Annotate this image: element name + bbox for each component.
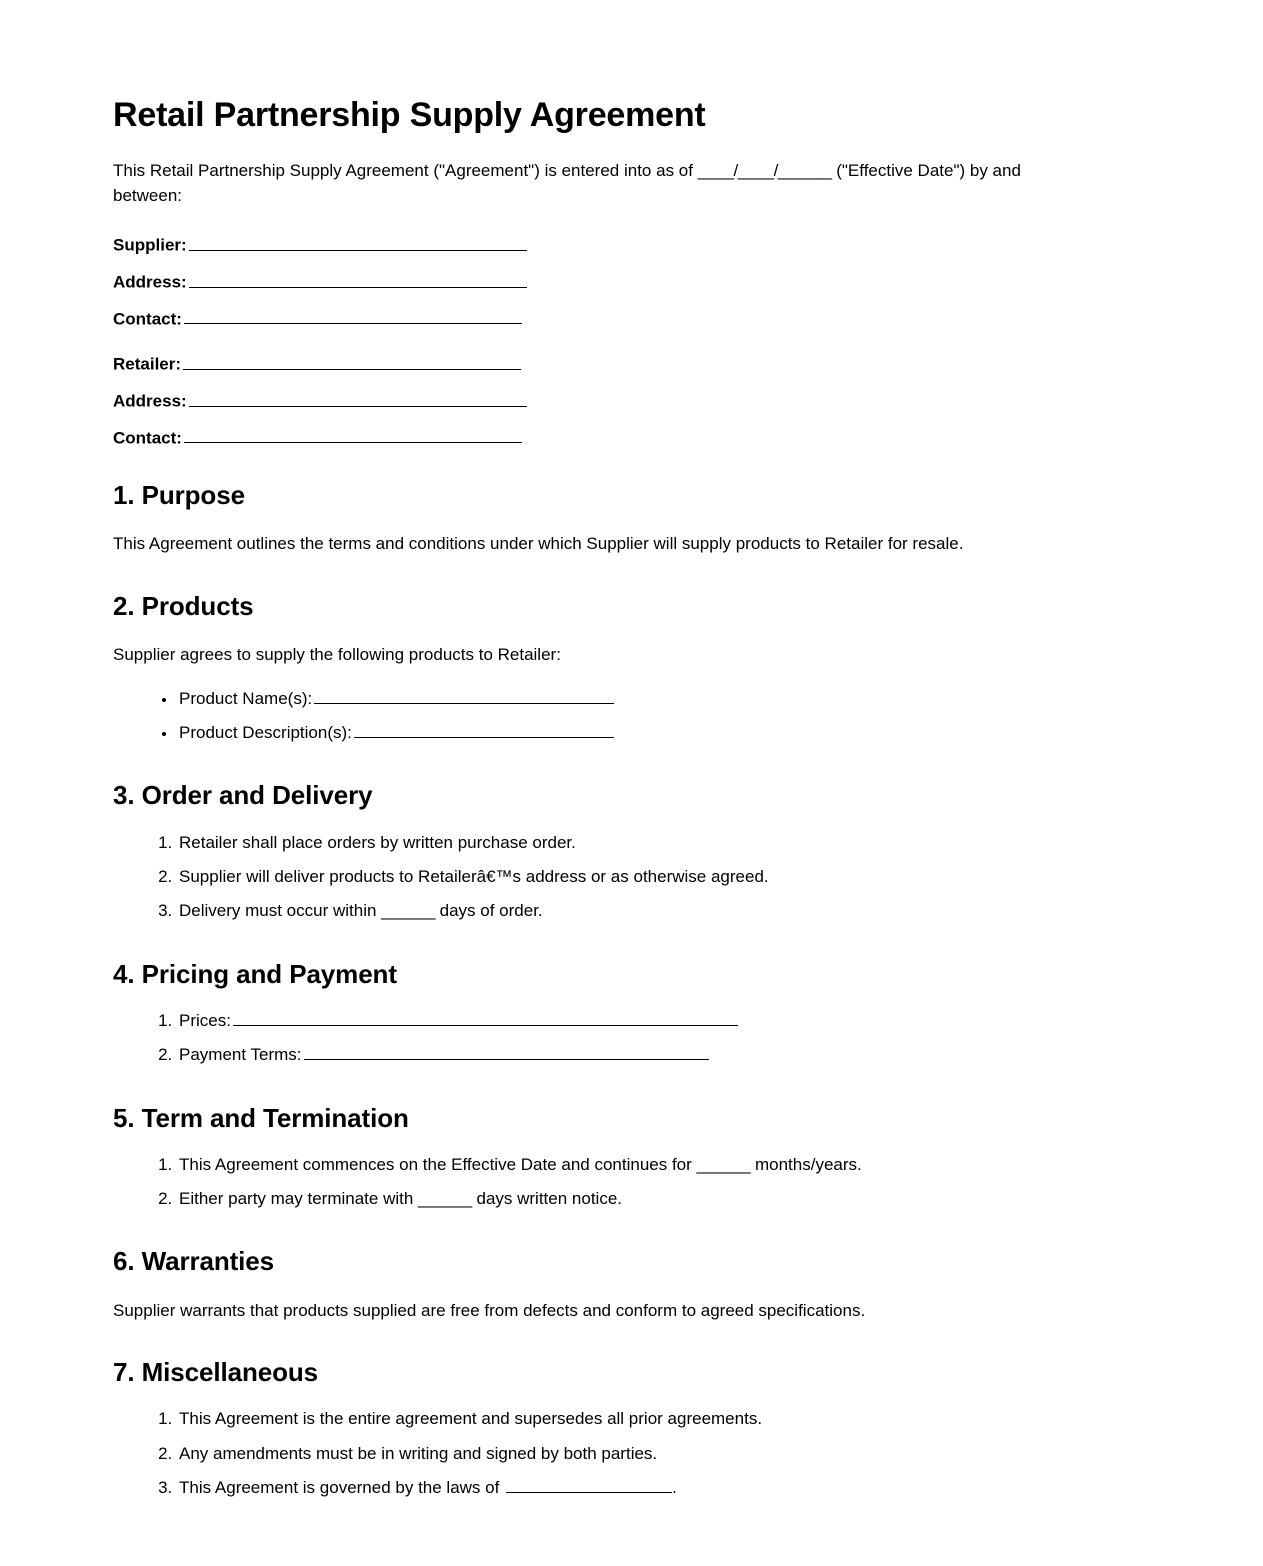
retailer-contact-line [113, 427, 1048, 447]
supplier-name-line [113, 234, 1048, 254]
product-name-input[interactable] [314, 687, 614, 704]
retailer-name-input[interactable] [183, 353, 521, 370]
retailer-name-line [113, 353, 1048, 373]
retailer-contact-input[interactable] [184, 427, 522, 444]
list-item [177, 720, 1048, 746]
retailer-label: Retailer: [113, 354, 182, 374]
list-item: 2. Any amendments must be in writing and signed by both parties. [177, 1441, 1048, 1467]
supplier-party-block [113, 234, 1048, 327]
termination-notice-after: days written notice. [471, 1189, 623, 1209]
prices-input[interactable] [233, 1009, 738, 1026]
payment-terms-input[interactable] [304, 1044, 709, 1061]
miscellaneous-list [113, 1406, 1048, 1501]
term-duration-after: months/years. [750, 1154, 862, 1174]
product-description-input[interactable] [354, 722, 614, 739]
section-heading-miscellaneous: 7. Miscellaneous [113, 1357, 319, 1388]
order-delivery-list [113, 830, 1048, 925]
term-termination-list [113, 1152, 1048, 1213]
supplier-label: Supplier: [113, 236, 187, 255]
intro-text-before-date: This Retail Partnership Supply Agreement ("Agreement") is entered into as of [113, 161, 698, 181]
retailer-address-line [113, 390, 1048, 410]
list-item: 1. This Agreement is the entire agreement and supersedes all prior agreements. [177, 1406, 1048, 1432]
delivery-days-blank[interactable]: ______ [381, 901, 435, 921]
termination-notice-blank[interactable]: ______ [418, 1189, 472, 1209]
list-item [177, 1008, 1048, 1034]
section-text-warranties: Supplier warrants that products supplied are free from defects and conform to agreed specifications. [113, 1300, 866, 1320]
retailer-contact-label: Contact: [113, 428, 182, 448]
governing-law-before: This Agreement is governed by the laws of [179, 1478, 505, 1498]
product-name-label: Product Name(s): [179, 688, 313, 708]
list-item [177, 1186, 1048, 1212]
list-item [177, 1475, 1048, 1501]
delivery-days-after: days of order. [434, 901, 543, 921]
intro-paragraph [113, 159, 1048, 208]
term-duration-before: This Agreement commences on the Effective Date and continues for [179, 1154, 697, 1174]
effective-date-blank[interactable]: ____/____/______ [697, 161, 832, 181]
governing-law-after: . [672, 1478, 677, 1498]
term-duration-blank[interactable]: ______ [696, 1154, 751, 1174]
section-heading-products: 2. Products [113, 590, 254, 621]
section-heading-purpose: 1. Purpose [113, 480, 245, 511]
intro-text-after-date: ("Effective Date") by and between: [113, 161, 1021, 205]
product-description-label: Product Description(s): [179, 723, 352, 743]
supplier-address-input[interactable] [189, 271, 527, 288]
supplier-address-label: Address: [113, 272, 187, 292]
supplier-address-line [113, 271, 1048, 291]
retailer-address-input[interactable] [189, 390, 527, 407]
termination-notice-before: Either party may terminate with [179, 1189, 419, 1209]
list-item [177, 1152, 1048, 1178]
section-text-products: Supplier agrees to supply the following products to Retailer: [113, 645, 561, 665]
list-item: 1. Retailer shall place orders by written purchase order. [177, 830, 1048, 856]
list-item [177, 898, 1048, 924]
prices-label: Prices: [179, 1010, 231, 1030]
supplier-name-input[interactable] [189, 234, 527, 251]
section-heading-order-and-delivery: 3. Order and Delivery [113, 780, 373, 811]
retailer-party-block [113, 353, 1048, 446]
page-title: Retail Partnership Supply Agreement [113, 96, 706, 134]
retailer-address-label: Address: [113, 391, 187, 411]
payment-terms-label: Payment Terms: [179, 1045, 302, 1065]
governing-law-input[interactable] [506, 1477, 672, 1494]
list-item: 2. Supplier will deliver products to Retailerâ€™s address or as otherwise agreed. [177, 864, 1048, 890]
supplier-contact-line [113, 308, 1048, 328]
products-list [113, 686, 1048, 747]
section-heading-warranties: 6. Warranties [113, 1246, 275, 1277]
document-body [113, 96, 1048, 1501]
section-heading-pricing-and-payment: 4. Pricing and Payment [113, 958, 397, 989]
pricing-payment-list [113, 1008, 1048, 1069]
section-text-purpose: This Agreement outlines the terms and conditions under which Supplier will supply products to Retailer for resale. [113, 534, 964, 554]
supplier-contact-label: Contact: [113, 309, 182, 329]
list-item [177, 686, 1048, 712]
delivery-days-before: Delivery must occur within [179, 901, 382, 921]
section-heading-term-and-termination: 5. Term and Termination [113, 1102, 409, 1133]
supplier-contact-input[interactable] [184, 308, 522, 325]
list-item [177, 1042, 1048, 1068]
